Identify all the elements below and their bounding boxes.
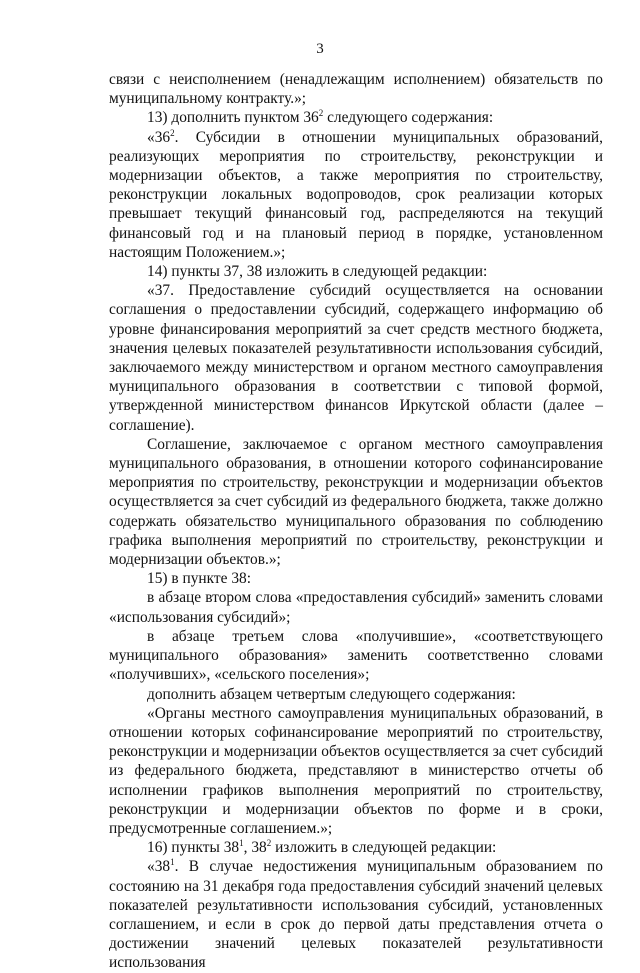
paragraph-10: дополнить абзацем четвертым следующего содержания: <box>147 685 516 703</box>
p2-text-a: 13) дополнить пунктом 36 <box>147 109 319 127</box>
p3-text-b: . Субсидии в отношении муниципальных образований, реализующих мероприятия по строительству, реконструкции и модернизации объектов, а также мероприятия по строительству, реконструкции локальных водопроводов, срок реализации которых превышает текущий финансовый год, распределяются на текущий финансовый год и на плановый период в порядке, установленном настоящим Положением.»; <box>109 128 603 261</box>
paragraph-6: Соглашение, заключаемое с органом местного самоуправления муниципального образования, в отношении которого софинансирование мероприятия по строительству, реконструкции и модернизации объектов осуществляется за счет субсидий из федерального бюджета, также должно содержать обязательство муниципального образования по соблюдению графика выполнения мероприятий по строительству, реконструкции и модернизации объектов.»; <box>109 435 603 569</box>
page-number: 3 <box>316 41 324 57</box>
p3-text-a: «36 <box>147 128 171 146</box>
p12-text-b: , 38 <box>243 839 267 857</box>
p12-superscript-1: 1 <box>239 838 244 848</box>
p12-text-a: 16) пункты 38 <box>147 839 240 857</box>
document-body <box>109 70 603 973</box>
p2-text-b: следующего содержания: <box>323 109 494 127</box>
paragraph-13 <box>109 857 603 972</box>
paragraph-5: «37. Предоставление субсидий осуществляется на основании соглашения о предоставлении субсидий, содержащего информацию об уровне финансирования мероприятий за счет средств местного бюджета, значения целевых показателей результативности использования субсидий, заключаемого между министерством и органом местного самоуправления муниципального образования в соответствии с типовой формой, утвержденной министерством финансов Иркутской области (далее – соглашение). <box>109 282 603 434</box>
p12-superscript-2: 2 <box>266 838 272 848</box>
paragraph-9: в абзаце третьем слова «получившие», «соответствующего муниципального образования» заменить соответственно словами «получивших», «сельского поселения»; <box>109 627 603 684</box>
p3-superscript: 2 <box>170 127 175 138</box>
p13-text-a: «38 <box>147 858 171 876</box>
paragraph-4: 14) пункты 37, 38 изложить в следующей редакции: <box>147 263 488 281</box>
paragraph-3 <box>109 128 603 262</box>
p13-text-b: . В случае недостижения муниципальным образованием по состоянию на 31 декабря года предоставления субсидий значений целевых показателей результативности использования субсидий, установленных соглашением, и если в срок до первой даты представления отчета о достижении значений целевых показателей результативности использования <box>109 858 603 972</box>
paragraph-11: «Органы местного самоуправления муниципальных образований, в отношении которых софинансирование мероприятий по строительству, реконструкции и модернизации объектов осуществляется за счет субсидий из федерального бюджета, представляют в министерство отчеты об исполнении графиков выполнения мероприятий по строительству, реконструкции и модернизации объектов по форме и в сроки, предусмотренные соглашением.»; <box>109 704 603 837</box>
paragraph-1: связи с неисполнением (ненадлежащим исполнением) обязательств по муниципальному контракту.»; <box>109 71 603 108</box>
paragraph-12 <box>109 838 603 857</box>
paragraph-8: в абзаце втором слова «предоставления субсидий» заменить словами «использования субсидий»; <box>109 589 603 626</box>
paragraph-2 <box>109 108 603 127</box>
p13-superscript: 1 <box>170 857 175 868</box>
paragraph-7: 15) в пункте 38: <box>147 570 251 588</box>
p2-superscript: 2 <box>318 108 324 119</box>
p12-text-c: изложить в следующей редакции: <box>271 839 497 857</box>
